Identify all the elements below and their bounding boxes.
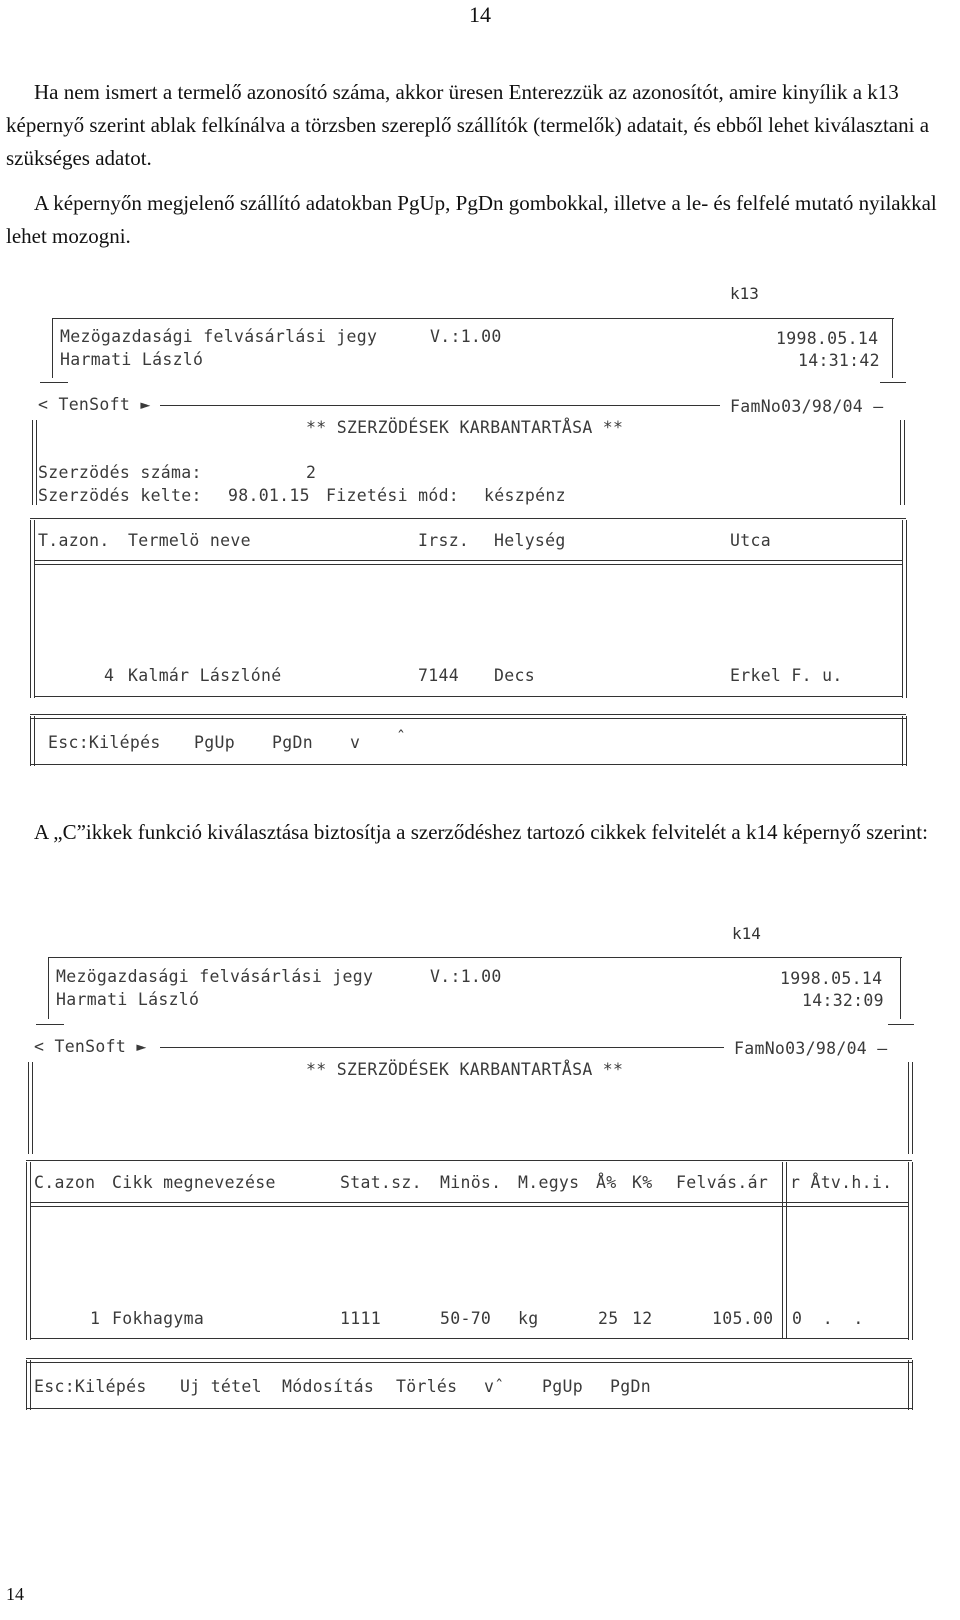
col-item-id: C.azon — [34, 1173, 96, 1192]
app-time: 14:32:09 — [802, 991, 884, 1010]
row-zip: 7144 — [418, 666, 459, 685]
col-quality: Minös. — [440, 1173, 502, 1192]
col-k-percent: K% — [632, 1173, 653, 1192]
screen-heading: ** SZERZÖDÉSEK KARBANTARTÅSA ** — [306, 418, 624, 437]
row-item-name: Fokhagyma — [112, 1309, 205, 1328]
key-arrows[interactable]: vˆ — [484, 1377, 505, 1396]
key-pgup[interactable]: PgUp — [542, 1377, 583, 1396]
col-city: Helység — [494, 531, 566, 550]
row-vat-percent: 25 — [598, 1309, 619, 1328]
row-city: Decs — [494, 666, 535, 685]
screen-k13-label: k13 — [730, 284, 759, 303]
app-title: Mezögazdasági felvásárlási jegy — [56, 967, 374, 986]
key-new-item[interactable]: Uj tétel — [180, 1377, 262, 1396]
key-down-arrow[interactable]: v — [350, 733, 361, 752]
row-item-id: 1 — [90, 1309, 101, 1328]
key-escape[interactable]: Esc:Kilépés — [34, 1377, 147, 1396]
paragraph-2 — [6, 187, 946, 253]
col-producer-name: Termelö neve — [128, 531, 251, 550]
key-pgdn[interactable]: PgDn — [610, 1377, 651, 1396]
col-item-name: Cikk megnevezése — [112, 1173, 276, 1192]
app-version: V.:1.00 — [430, 327, 502, 346]
key-delete[interactable]: Törlés — [396, 1377, 458, 1396]
user-name: Harmati László — [56, 990, 200, 1009]
app-time: 14:31:42 — [798, 351, 880, 370]
row-k-percent: 12 — [632, 1309, 653, 1328]
program-code: FamNo03/98/04 – — [730, 397, 884, 416]
contract-number-label: Szerzödés száma: — [38, 463, 202, 482]
app-date: 1998.05.14 — [780, 969, 883, 988]
payment-label: Fizetési mód: — [326, 486, 460, 505]
paragraph-3-text: A „C”ikkek funkció kiválasztása biztosítja a szerződéshez tartozó cikkek felvitelét a k14 képernyő szerint: — [34, 820, 928, 844]
contract-date-value: 98.01.15 — [228, 486, 310, 505]
row-unit: kg — [518, 1309, 539, 1328]
screen-heading: ** SZERZÖDÉSEK KARBANTARTÅSA ** — [306, 1060, 624, 1079]
col-producer-id: T.azon. — [38, 531, 110, 550]
app-date: 1998.05.14 — [776, 329, 879, 348]
col-vat-percent: Å% — [596, 1173, 617, 1192]
key-modify[interactable]: Módosítás — [282, 1377, 375, 1396]
row-purchase-price: 105.00 — [712, 1309, 774, 1328]
row-producer-id: 4 — [104, 666, 115, 685]
paragraph-1 — [6, 76, 946, 175]
program-code: FamNo03/98/04 – — [734, 1039, 888, 1058]
app-title: Mezögazdasági felvásárlási jegy — [60, 327, 378, 346]
company-name: < TenSoft ► — [34, 1037, 147, 1056]
paragraph-1-text: Ha nem ismert a termelő azonosító száma, akkor üresen Enterezzük az azonosítót, amire kinyílik a k13 képernyő szerint ablak felkínálva a törzsben szereplő szállítók (termelők) adatait, és ebből lehet kiválasztani a szükséges adatot. — [6, 80, 930, 170]
col-street: Utca — [730, 531, 771, 550]
contract-date-label: Szerzödés kelte: — [38, 486, 202, 505]
key-up-arrow[interactable]: ˆ — [396, 728, 407, 747]
page-number-bottom: 14 — [6, 1584, 24, 1604]
col-zip: Irsz. — [418, 531, 470, 550]
paragraph-2-text: A képernyőn megjelenő szállító adatokban PgUp, PgDn gombokkal, illetve a le- és felfelé mutató nyilakkal lehet mozogni. — [6, 191, 937, 248]
key-pgdn[interactable]: PgDn — [272, 733, 313, 752]
key-escape[interactable]: Esc:Kilépés — [48, 733, 161, 752]
col-receipt-date: r Åtv.h.i. — [790, 1173, 893, 1192]
row-quality: 50-70 — [440, 1309, 492, 1328]
contract-number-value: 2 — [306, 463, 317, 482]
col-purchase-price: Felvás.ár — [676, 1173, 769, 1192]
page-number-top: 14 — [469, 2, 491, 27]
payment-value: készpénz — [484, 486, 566, 505]
screen-k14-label: k14 — [732, 924, 761, 943]
paragraph-3 — [6, 816, 946, 849]
row-producer-name: Kalmár Lászlóné — [128, 666, 282, 685]
app-version: V.:1.00 — [430, 967, 502, 986]
col-stat-number: Stat.sz. — [340, 1173, 422, 1192]
company-name: < TenSoft ► — [38, 395, 151, 414]
key-pgup[interactable]: PgUp — [194, 733, 235, 752]
user-name: Harmati László — [60, 350, 204, 369]
row-street: Erkel F. u. — [730, 666, 843, 685]
row-stat-number: 1111 — [340, 1309, 381, 1328]
col-unit: M.egys — [518, 1173, 580, 1192]
row-receipt-date: 0 . . — [792, 1309, 864, 1328]
